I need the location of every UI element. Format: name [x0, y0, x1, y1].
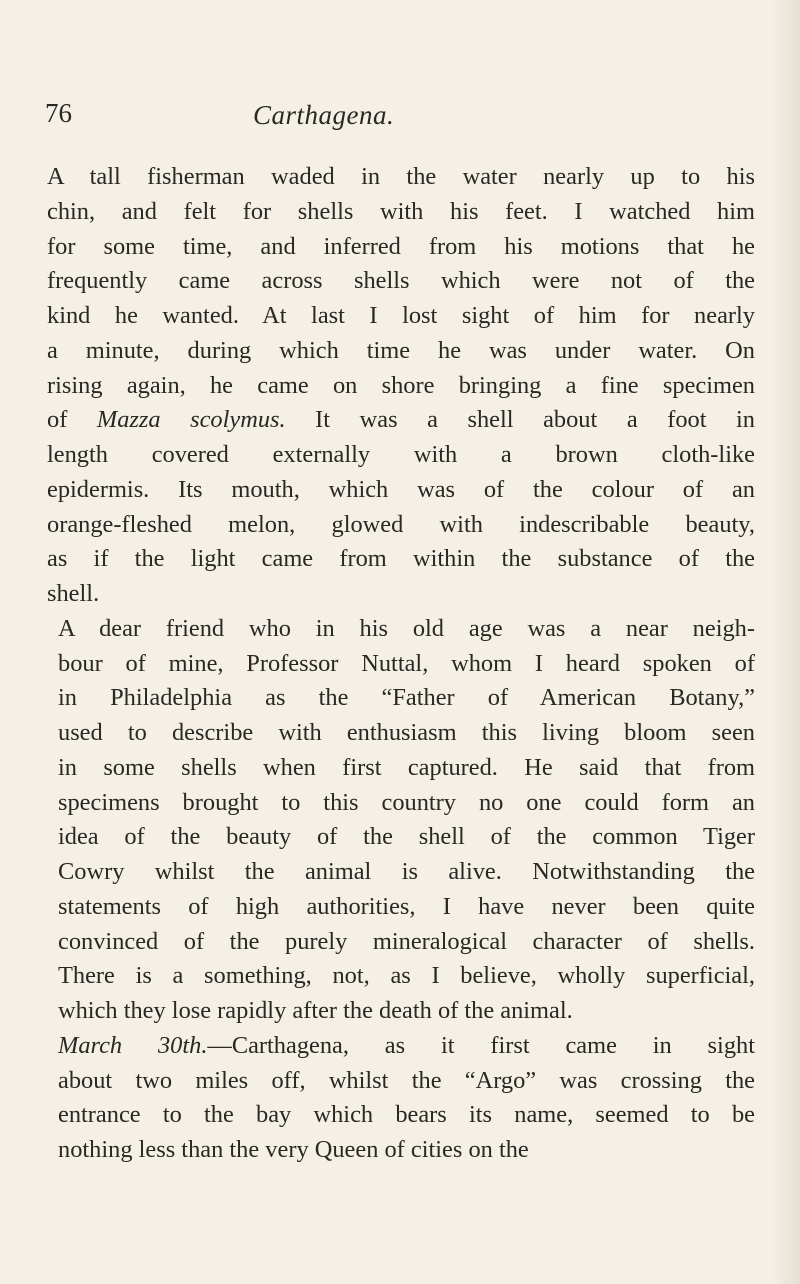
paragraph: [47, 1029, 755, 1168]
text-line: which they lose rapidly after the death of the animal.: [58, 997, 573, 1024]
text-line: There is a something, not, as I believe, wholly superficial,: [58, 962, 755, 990]
text-line: bour of mine, Professor Nuttal, whom I heard spoken of: [58, 649, 755, 677]
text-line: nothing less than the very Queen of cities on the: [58, 1136, 529, 1163]
text-line: Cowry whilst the animal is alive. Notwithstanding the: [58, 858, 755, 885]
paragraph: [47, 612, 755, 1029]
text-line: rising again, he came on shore bringing a fine specimen: [47, 371, 755, 399]
text-line: entrance to the bay which bears its name, seemed to be: [58, 1101, 755, 1129]
text-line: about two miles off, whilst the “Argo” was crossing the: [58, 1066, 755, 1094]
text-line: A tall fisherman waded in the water nearly up to his: [47, 163, 755, 190]
page-header: [0, 98, 800, 138]
text-line: in some shells when first captured. He said that from: [58, 753, 755, 781]
text-line: idea of the beauty of the shell of the common Tiger: [58, 823, 755, 851]
text-line: of Mazza scolymus. It was a shell about a foot in: [47, 406, 756, 434]
text-line: a minute, during which time he was under water. On: [47, 336, 755, 364]
text-line: specimens brought to this country no one could form an: [58, 788, 755, 816]
text-line: A dear friend who in his old age was a near neigh-: [58, 614, 755, 642]
text-line: statements of high authorities, I have never been quite: [58, 892, 755, 920]
page-number: 76: [45, 98, 72, 128]
paragraph: [47, 160, 755, 612]
text-line: frequently came across shells which were not of the: [47, 267, 755, 295]
text-line: kind he wanted. At last I lost sight of him for nearly: [47, 302, 755, 329]
text-line: March 30th.—Carthagena, as it first came in sight: [58, 1031, 755, 1059]
text-line: as if the light came from within the substance of the: [47, 545, 755, 573]
text-line: in Philadelphia as the “Father of American Botany,”: [58, 684, 755, 712]
body-text: [47, 160, 755, 1168]
text-line: shell.: [47, 580, 100, 607]
text-line: convinced of the purely mineralogical character of shells.: [58, 927, 755, 955]
text-line: orange-fleshed melon, glowed with indescribable beauty,: [47, 510, 755, 538]
text-line: chin, and felt for shells with his feet. I watched him: [47, 197, 755, 225]
text-line: length covered externally with a brown cloth-like: [47, 441, 755, 468]
page-edge-shadow: [772, 0, 800, 1284]
text-line: epidermis. Its mouth, which was of the colour of an: [47, 475, 755, 503]
text-line: for some time, and inferred from his motions that he: [47, 232, 755, 260]
running-title: Carthagena.: [253, 100, 395, 130]
text-line: used to describe with enthusiasm this living bloom seen: [58, 719, 755, 746]
